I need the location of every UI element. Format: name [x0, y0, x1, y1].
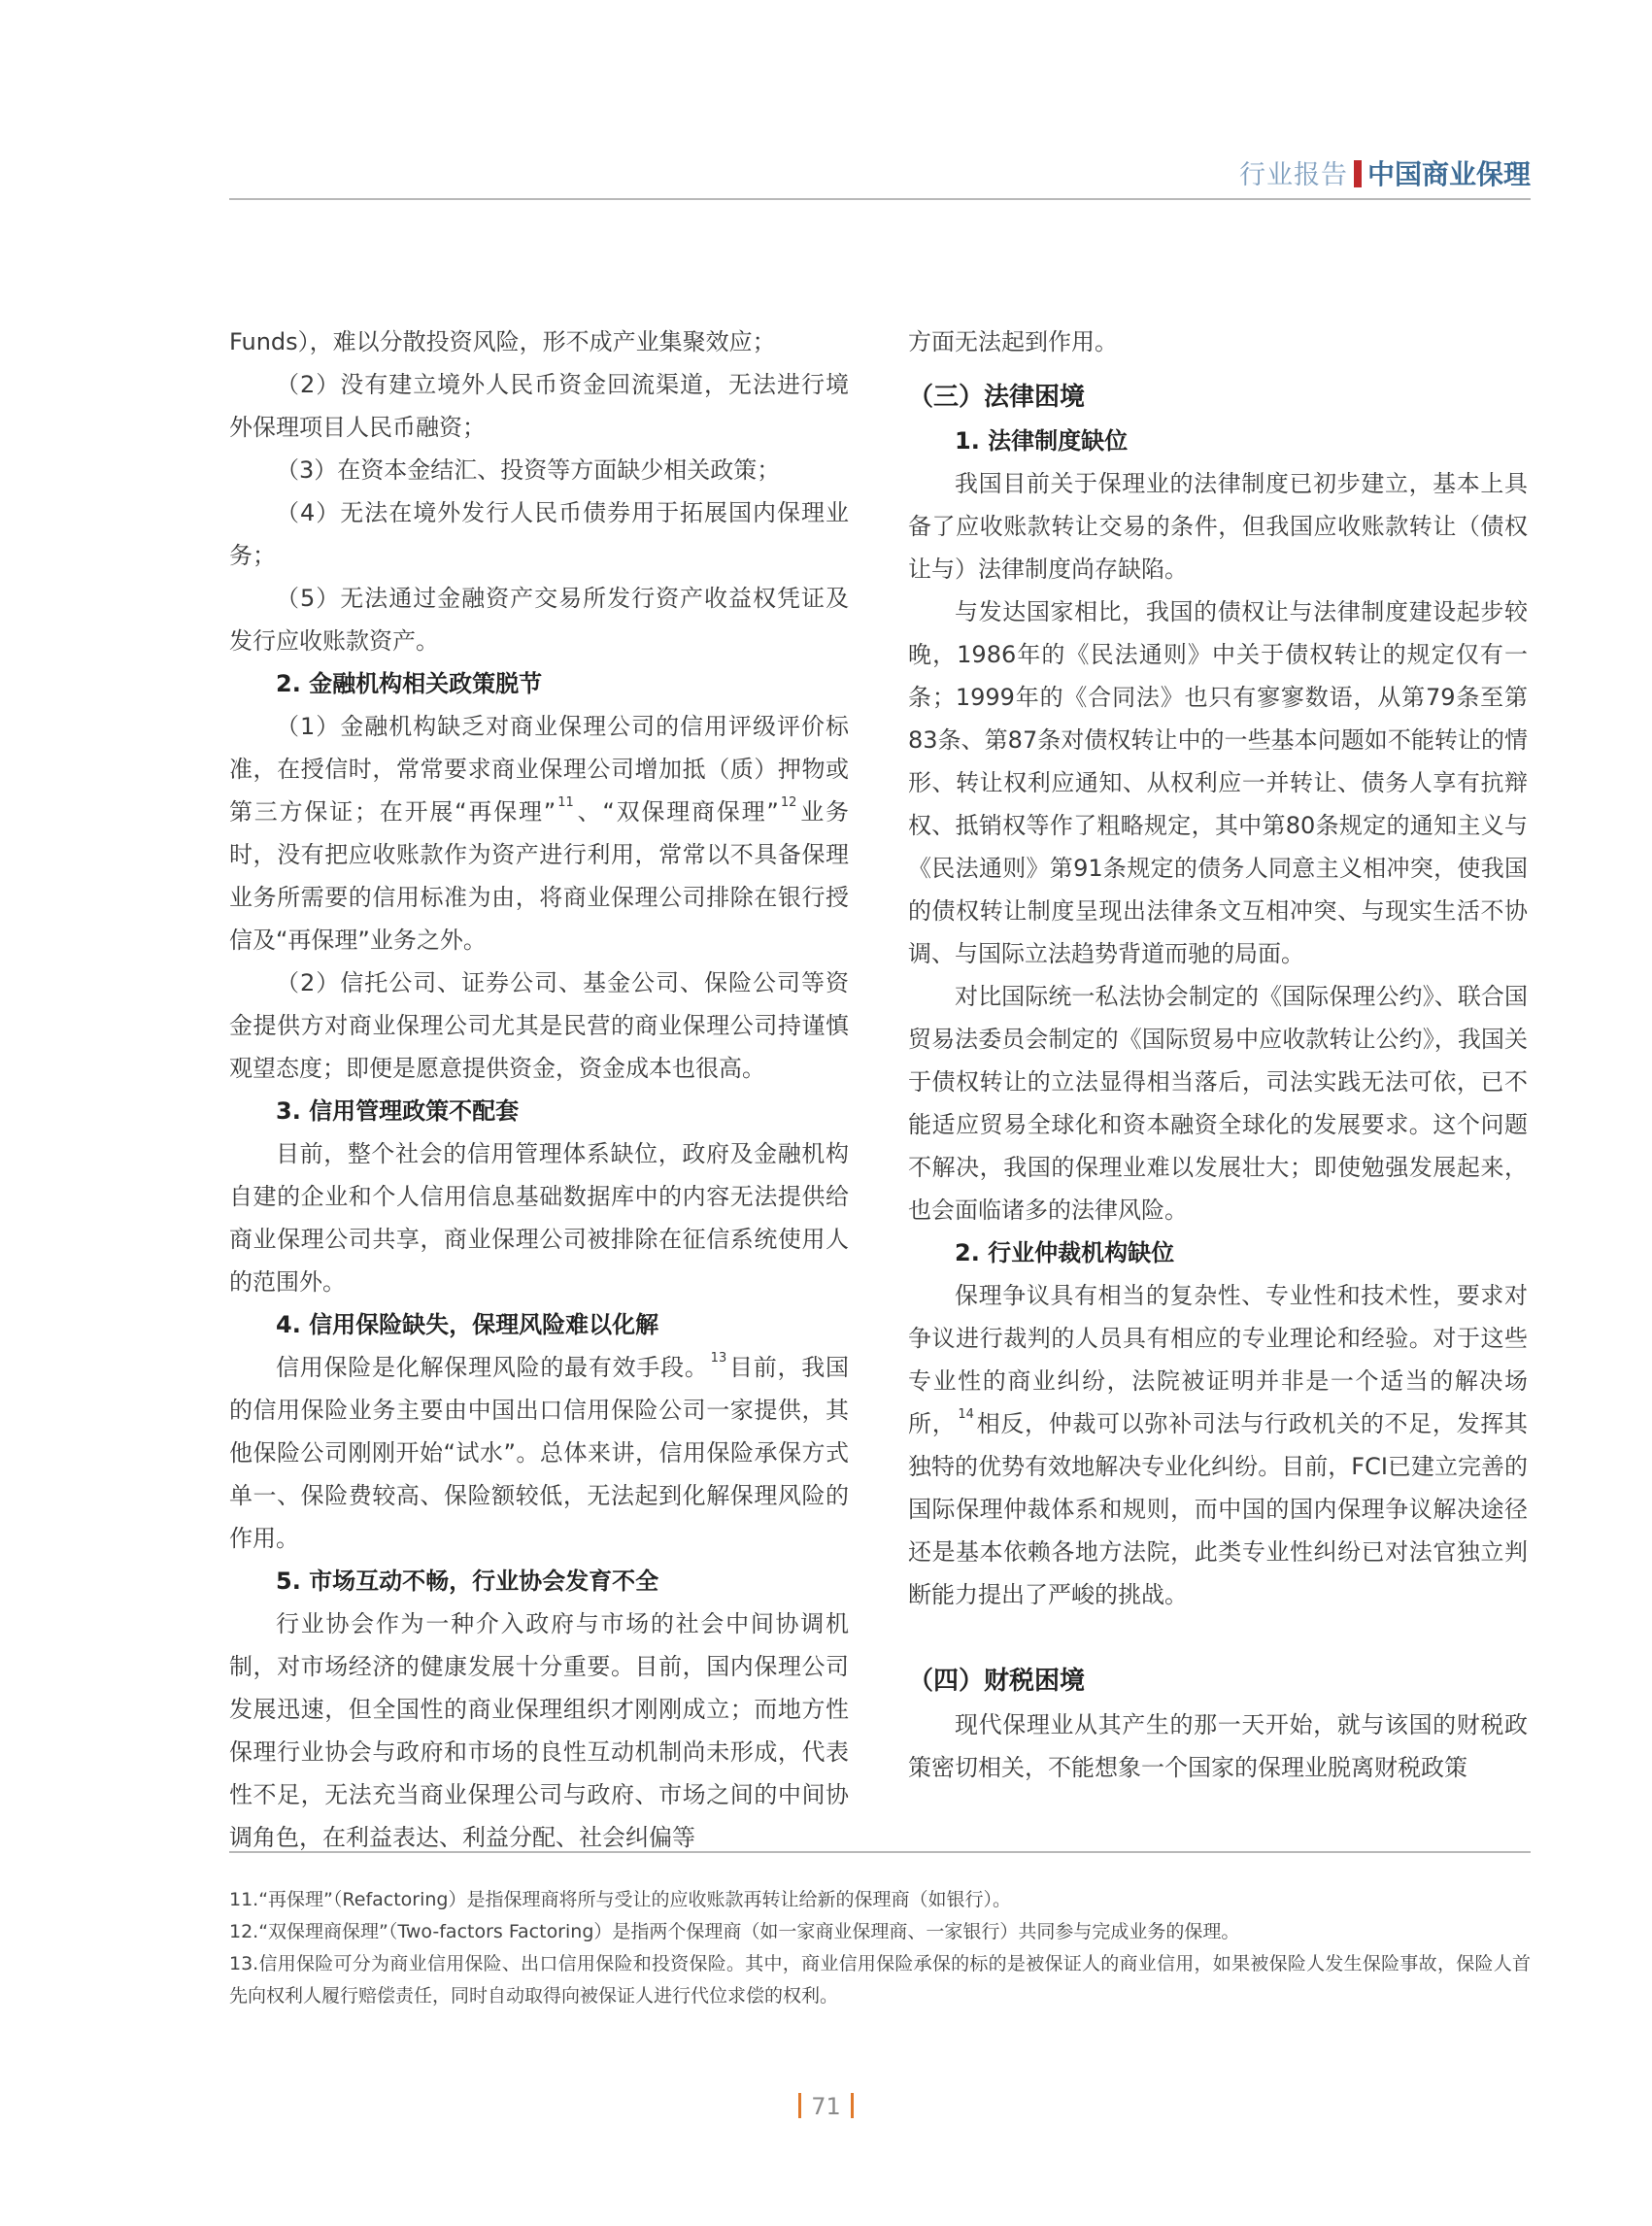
paragraph: （4）无法在境外发行人民币债券用于拓展国内保理业务； — [229, 499, 849, 569]
paragraph: 与发达国家相比，我国的债权让与法律制度建设起步较晚，1986年的《民法通则》中关于债权转让的规定仅有一条；1999年的《合同法》也只有寥寥数语，从第79条至第83条、第87条对债权转让中的一些基本问题如不能转让的情形、转让权利应通知、从权利应一并转让、债务人享有抗辩权、抵销权等作了粗略规定，其中第80条规定的通知主义与《民法通则》第91条规定的债务人同意主义相冲突，使我国的债权转让制度呈现出法律条文互相冲突、与现实生活不协调、与国际立法趋势背道而驰的局面。 — [908, 598, 1528, 967]
subheading: 3. 信用管理政策不配套 — [276, 1097, 520, 1125]
paragraph — [229, 705, 849, 961]
paragraph: 对比国际统一私法协会制定的《国际保理公约》、联合国贸易法委员会制定的《国际贸易中应收款转让公约》，我国关于债权转让的立法显得相当落后，司法实践无法可依，已不能适应贸易全球化和资本融资全球化的发展要求。这个问题不解决，我国的保理业难以发展壮大；即使勉强发展起来，也会面临诸多的法律风险。 — [908, 983, 1528, 1224]
paragraph: 行业协会作为一种介入政府与市场的社会中间协调机制，对市场经济的健康发展十分重要。目前，国内保理公司发展迅速，但全国性的商业保理组织才刚刚成立；而地方性保理行业协会与政府和市场的良性互动机制尚未形成，代表性不足，无法充当商业保理公司与政府、市场之间的中间协调角色，在利益表达、利益分配、社会纠偏等 — [229, 1610, 849, 1851]
paragraph: 方面无法起到作用。 — [908, 328, 1118, 355]
text-run: （1）金融机构缺乏对商业保理公司的信用评级评价标准，在授信时，常常要求商业保理公司增加抵（质）押物或第三方保证；在开展“再保理” — [229, 713, 849, 826]
subheading: 1. 法律制度缺位 — [955, 427, 1129, 455]
paragraph: 目前，整个社会的信用管理体系缺位，政府及金融机构自建的企业和个人信用信息基础数据库中的内容无法提供给商业保理公司共享，商业保理公司被排除在征信系统使用人的范围外。 — [229, 1140, 849, 1296]
footnote: 13.信用保险可分为商业信用保险、出口信用保险和投资保险。其中，商业信用保险承保的标的是被保证人的商业信用，如果被保险人发生保险事故，保险人首先向权利人履行赔偿责任，同时自动取得向被保证人进行代位求偿的权利。 — [229, 1953, 1531, 2007]
section-heading: （三）法律困境 — [908, 383, 1086, 412]
paragraph — [229, 1346, 849, 1560]
paragraph: 我国目前关于保理业的法律制度已初步建立，基本上具备了应收账款转让交易的条件，但我国应收账款转让（债权让与）法律制度尚存缺陷。 — [908, 470, 1528, 583]
text-run: 保理争议具有相当的复杂性、专业性和技术性，要求对争议进行裁判的人员具有相应的专业理论和经验。对于这些专业性的商业纠纷，法院被证明并非是一个适当的解决场所， — [908, 1282, 1528, 1437]
section-heading: （四）财税困境 — [908, 1667, 1086, 1696]
text-run: 相反，仲裁可以弥补司法与行政机关的不足，发挥其独特的优势有效地解决专业化纠纷。目前，FCI已建立完善的国际保理仲裁体系和规则，而中国的国内保理争议解决途径还是基本依赖各地方法院，此类专业性纠纷已对法官独立判断能力提出了严峻的挑战。 — [908, 1410, 1529, 1608]
footnote-ref: 14 — [958, 1407, 974, 1422]
paragraph: （2）没有建立境外人民币资金回流渠道，无法进行境外保理项目人民币融资； — [229, 371, 849, 441]
subheading: 2. 行业仲裁机构缺位 — [955, 1239, 1175, 1266]
paragraph: （2）信托公司、证券公司、基金公司、保险公司等资金提供方对商业保理公司尤其是民营的商业保理公司持谨慎观望态度；即便是愿意提供资金，资金成本也很高。 — [229, 969, 849, 1082]
page-number-text: 71 — [811, 2093, 841, 2120]
header-publication: 中国商业保理 — [1366, 158, 1531, 190]
page-number-bar-right — [851, 2093, 854, 2118]
paragraph: （3）在资本金结汇、投资等方面缺少相关政策； — [276, 456, 781, 484]
paragraph: Funds），难以分散投资风险，形不成产业集聚效应； — [229, 328, 776, 355]
header-section: 行业报告 — [1238, 160, 1348, 190]
right-column — [908, 320, 1528, 1789]
subheading: 4. 信用保险缺失，保理风险难以化解 — [276, 1311, 659, 1338]
subheading: 5. 市场互动不畅，行业协会发育不全 — [276, 1568, 659, 1595]
paragraph: 现代保理业从其产生的那一天开始，就与该国的财税政策密切相关，不能想象一个国家的保理业脱离财税政策 — [908, 1711, 1528, 1781]
subheading: 2. 金融机构相关政策脱节 — [276, 670, 543, 697]
footnote-ref: 11 — [557, 795, 574, 810]
paragraph — [908, 1274, 1528, 1616]
running-header — [229, 153, 1531, 192]
footnote-ref: 13 — [710, 1351, 727, 1366]
page-number — [0, 2093, 1652, 2120]
header-rule — [229, 198, 1531, 200]
footnote: 12.“双保理商保理”（Two-factors Factoring）是指两个保理商（如一家商业保理商、一家银行）共同参与完成业务的保理。 — [229, 1921, 1240, 1942]
footnotes — [229, 1884, 1531, 2012]
header-divider — [1354, 160, 1362, 187]
footnote-rule — [229, 1851, 1531, 1853]
page-number-bar-left — [798, 2093, 801, 2118]
text-run: 目前，我国的信用保险业务主要由中国出口信用保险公司一家提供，其他保险公司刚刚开始“试水”。总体来讲，信用保险承保方式单一、保险费较高、保险额较低，无法起到化解保理风险的作用。 — [229, 1354, 850, 1552]
left-column — [229, 320, 849, 1859]
text-run: 、“双保理商保理” — [575, 798, 779, 826]
footnote: 11.“再保理”（Refactoring）是指保理商将所与受让的应收账款再转让给新的保理商（如银行）。 — [229, 1889, 1011, 1910]
text-run: 信用保险是化解保理风险的最有效手段。 — [276, 1354, 709, 1381]
paragraph: （5）无法通过金融资产交易所发行资产收益权凭证及发行应收账款资产。 — [229, 585, 849, 655]
text-run: 业务时，没有把应收账款作为资产进行利用，常常以不具备保理业务所需要的信用标准为由，将商业保理公司排除在银行授信及“再保理”业务之外。 — [229, 798, 850, 954]
footnote-ref: 12 — [780, 795, 797, 810]
